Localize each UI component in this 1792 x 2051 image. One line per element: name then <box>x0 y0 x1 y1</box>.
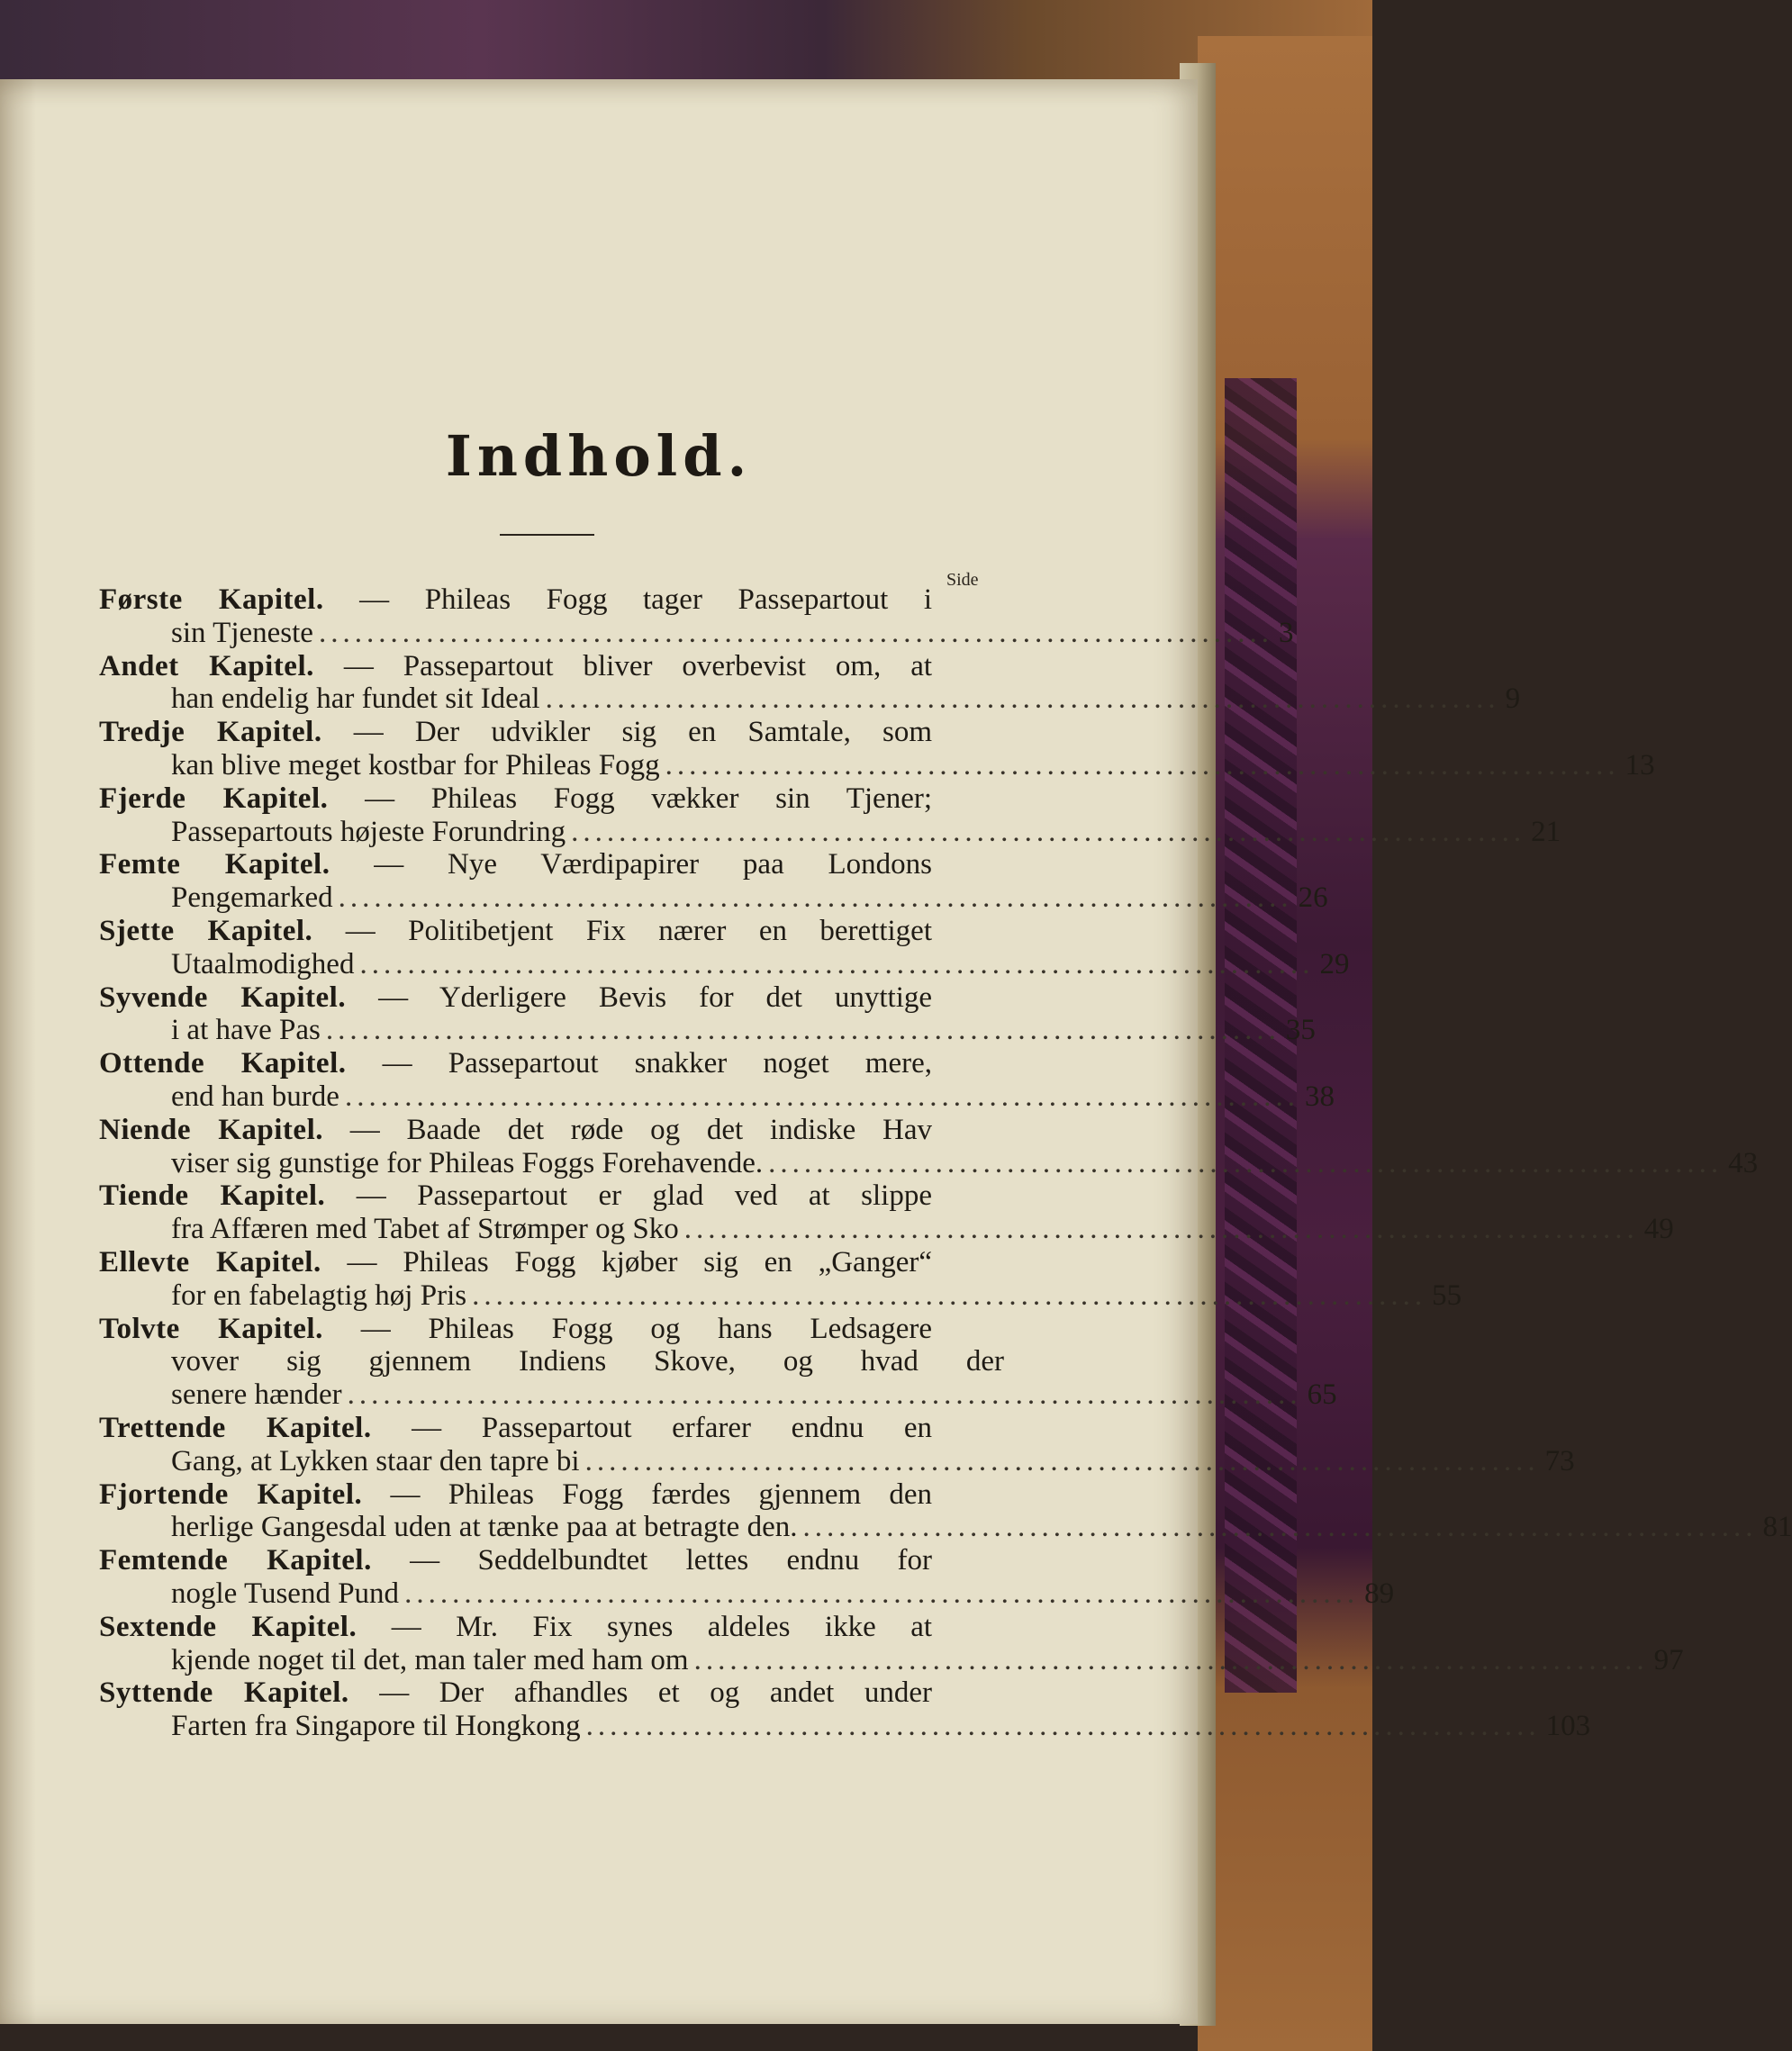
chapter-description-end: fra Affæren med Tabet af Strømper og Sko <box>171 1213 679 1246</box>
toc-entry <box>99 1676 1591 1743</box>
page-number: 65 <box>1307 1378 1337 1412</box>
chapter-description-end: viser sig gunstige for Phileas Foggs Forehavende. <box>171 1146 764 1179</box>
dot-leader: ................................................................................ <box>318 616 1273 649</box>
dot-leader: ................................................................................ <box>347 1378 1302 1412</box>
chapter-label: Niende Kapitel. <box>99 1113 323 1146</box>
chapter-label: Ellevte Kapitel. <box>99 1245 321 1278</box>
chapter-description: — Yderligere Bevis for det unyttige <box>378 980 933 1014</box>
chapter-description-continued: vover sig gjennem Indiens Skove, og hvad der <box>171 1345 1004 1378</box>
chapter-description: — Nye Værdipapirer paa Londons <box>374 848 932 881</box>
chapter-label: Sjette Kapitel. <box>99 914 313 947</box>
chapter-description-end: Utaalmodighed <box>171 947 355 980</box>
chapter-description-end: Farten fra Singapore til Hongkong <box>171 1710 581 1743</box>
dot-leader: ................................................................................ <box>768 1146 1724 1179</box>
page-number: 81 <box>1762 1511 1792 1544</box>
chapter-label: Syttende Kapitel. <box>99 1676 349 1710</box>
chapter-label: Femte Kapitel. <box>99 848 330 881</box>
dot-leader: ................................................................................ <box>802 1511 1758 1544</box>
page-number: 97 <box>1653 1643 1684 1676</box>
toc-entry <box>99 649 1521 717</box>
chapter-description: — Seddelbundtet lettes endnu for <box>410 1544 932 1577</box>
toc-entry <box>99 848 1328 915</box>
chapter-description-end: for en fabelagtig høj Pris <box>171 1278 467 1312</box>
chapter-description: — Passepartout er glad ved at slippe <box>356 1179 932 1213</box>
toc-entry <box>99 1245 1462 1313</box>
page-number: 29 <box>1319 947 1350 980</box>
chapter-description-end: Gang, at Lykken staar den tapre bi <box>171 1444 580 1477</box>
chapter-description-end: Passepartouts højeste Forundring <box>171 815 566 848</box>
chapter-description: — Der afhandles et og andet under <box>379 1676 933 1710</box>
chapter-description-end: kan blive meget kostbar for Phileas Fogg <box>171 748 660 782</box>
dot-leader: ................................................................................ <box>545 682 1500 716</box>
dot-leader: ................................................................................ <box>325 1014 1281 1047</box>
dot-leader: ................................................................................ <box>404 1577 1360 1610</box>
page-number: 43 <box>1728 1146 1759 1179</box>
chapter-description: — Baade det røde og det indiske Hav <box>349 1113 932 1146</box>
chapter-label: Femtende Kapitel. <box>99 1544 372 1577</box>
toc-entry <box>99 1544 1395 1611</box>
table-of-contents <box>99 583 1792 1743</box>
page-column-label: Side <box>946 570 979 590</box>
chapter-description: — Phileas Fogg færdes gjennem den <box>390 1477 932 1511</box>
page-number: 21 <box>1531 815 1561 848</box>
chapter-description: — Passepartout snakker noget mere, <box>382 1047 932 1080</box>
chapter-description: — Phileas Fogg tager Passepartout i <box>359 583 933 616</box>
chapter-description-end: herlige Gangesdal uden at tænke paa at betragte den. <box>171 1511 798 1544</box>
chapter-label: Andet Kapitel. <box>99 649 314 682</box>
chapter-description: — Passepartout bliver overbevist om, at <box>343 649 933 682</box>
chapter-description-end: kjende noget til det, man taler med ham om <box>171 1643 689 1676</box>
chapter-description: — Mr. Fix synes aldeles ikke at <box>391 1610 933 1643</box>
chapter-description: — Phileas Fogg kjøber sig en „Ganger“ <box>347 1245 932 1278</box>
page-number: 49 <box>1643 1213 1674 1246</box>
chapter-description-end: Pengemarked <box>171 881 333 915</box>
chapter-label: Sextende Kapitel. <box>99 1610 357 1643</box>
chapter-description: — Phileas Fogg og hans Ledsagere <box>360 1312 933 1345</box>
title-rule <box>500 534 594 536</box>
chapter-label: Trettende Kapitel. <box>99 1411 372 1444</box>
chapter-description: — Der udvikler sig en Samtale, som <box>353 716 932 749</box>
toc-entry <box>99 1610 1684 1677</box>
dot-leader: ................................................................................ <box>665 748 1620 782</box>
toc-entry <box>99 1179 1674 1246</box>
toc-entry <box>99 583 1294 650</box>
page-title: Indhold. <box>445 423 753 489</box>
toc-entry <box>99 1411 1575 1478</box>
toc-entry <box>99 782 1561 849</box>
toc-entry <box>99 1312 1337 1412</box>
dot-leader: ................................................................................ <box>584 1444 1540 1477</box>
dot-leader: ................................................................................ <box>359 947 1315 980</box>
chapter-label: Syvende Kapitel. <box>99 980 347 1014</box>
dot-leader: ................................................................................ <box>571 815 1526 848</box>
toc-entry <box>99 1477 1792 1545</box>
page-number: 3 <box>1278 616 1294 649</box>
dot-leader: ................................................................................ <box>585 1710 1541 1743</box>
chapter-label: Fjerde Kapitel. <box>99 782 329 815</box>
chapter-description-end: sin Tjeneste <box>171 616 313 649</box>
toc-entry <box>99 914 1350 981</box>
page-number: 73 <box>1544 1444 1575 1477</box>
toc-entry <box>99 716 1655 782</box>
toc-entry <box>99 1047 1335 1114</box>
chapter-description-end: end han burde <box>171 1080 339 1113</box>
page-number: 103 <box>1545 1710 1591 1743</box>
chapter-description-end: senere hænder <box>171 1378 342 1412</box>
chapter-description: — Politibetjent Fix nærer en berettiget <box>345 914 933 947</box>
chapter-description-end: nogle Tusend Pund <box>171 1577 400 1610</box>
chapter-description: — Phileas Fogg vækker sin Tjener; <box>365 782 932 815</box>
page-number: 38 <box>1304 1080 1335 1113</box>
chapter-description: — Passepartout erfarer endnu en <box>412 1411 933 1444</box>
page-number: 26 <box>1298 881 1328 915</box>
page-number: 35 <box>1285 1014 1316 1047</box>
toc-entry <box>99 980 1316 1048</box>
chapter-label: Fjortende Kapitel. <box>99 1477 363 1511</box>
chapter-description-end: i at have Pas <box>171 1014 321 1047</box>
chapter-label: Første Kapitel. <box>99 583 324 616</box>
dot-leader: ................................................................................ <box>683 1213 1639 1246</box>
toc-entry <box>99 1113 1759 1180</box>
chapter-label: Ottende Kapitel. <box>99 1047 347 1080</box>
dot-leader: ................................................................................ <box>344 1080 1299 1113</box>
page-number: 13 <box>1625 748 1655 782</box>
page-number: 89 <box>1364 1577 1395 1610</box>
dot-leader: ................................................................................ <box>693 1643 1649 1676</box>
dot-leader: ................................................................................ <box>338 881 1293 915</box>
page-number: 55 <box>1432 1278 1462 1312</box>
dot-leader: ................................................................................ <box>472 1278 1427 1312</box>
chapter-label: Tredje Kapitel. <box>99 716 322 749</box>
chapter-label: Tiende Kapitel. <box>99 1179 326 1213</box>
chapter-label: Tolvte Kapitel. <box>99 1312 323 1345</box>
page-number: 9 <box>1505 682 1521 716</box>
chapter-description-end: han endelig har fundet sit Ideal <box>171 682 540 716</box>
